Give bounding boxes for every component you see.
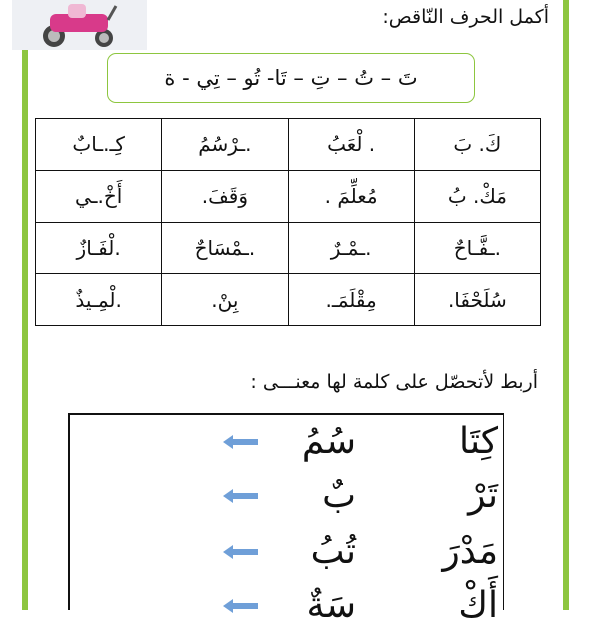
table-cell: .لْفَـازٌ (36, 222, 162, 274)
fill-missing-letter-heading: أكمل الحرف النّاقص: (382, 6, 549, 28)
word-part-middle: سُمُ (301, 421, 356, 462)
word-part-right: مَدْرَ (442, 531, 498, 572)
table-cell: مِقْلَمَـ. (288, 274, 414, 326)
word-part-middle: بٌ (322, 475, 356, 516)
table-cell: وَقَفَ. (162, 170, 288, 222)
table-row (36, 222, 541, 274)
matching-row (68, 579, 504, 633)
table-cell: .ـمْـرٌ (288, 222, 414, 274)
table-cell: سُلَحْفَا. (414, 274, 540, 326)
table-cell: أَخْ.ـي (36, 170, 162, 222)
matching-row (68, 469, 504, 523)
arrow-left-icon (223, 435, 258, 449)
table-row (36, 119, 541, 171)
letters-list: تَ – تُ – تِ – تَا- تُو – تِي - ة (164, 66, 418, 90)
word-part-middle: سَةٌ (306, 585, 356, 626)
table-cell: .ـمْسَاحٌ (162, 222, 288, 274)
matching-exercise-box (68, 413, 504, 626)
fill-in-table (35, 118, 541, 326)
table-cell: كَ. بَ (414, 119, 540, 171)
word-part-right: كِتَا (459, 421, 498, 462)
word-part-right: تَرْ (468, 475, 498, 516)
table-cell: . لْعَبُ (288, 119, 414, 171)
word-part-middle: تُبُ (310, 531, 356, 572)
table-cell: مُعلِّمَ . (288, 170, 414, 222)
arrow-left-icon (223, 489, 258, 503)
table-cell: .ـفَّـاحٌ (414, 222, 540, 274)
arrow-left-icon (223, 545, 258, 559)
table-row (36, 274, 541, 326)
table-cell: مَكْ. بُ (414, 170, 540, 222)
table-row (36, 170, 541, 222)
table-cell: كِـ.ـابٌ (36, 119, 162, 171)
page-border-left (22, 0, 28, 610)
tricycle-illustration (12, 0, 147, 50)
page-border-right (563, 0, 569, 610)
table-cell: .ـرْسُمُ (162, 119, 288, 171)
letters-reference-box (107, 53, 475, 103)
matching-row (68, 525, 504, 579)
matching-row (68, 415, 504, 469)
arrow-left-icon (223, 599, 258, 613)
word-part-right: أَكْ (458, 585, 498, 626)
table-cell: .لْمِـيذٌ (36, 274, 162, 326)
matching-heading: أربط لأتحصّل على كلمة لها معنـــى : (250, 371, 538, 393)
table-cell: بِنْ. (162, 274, 288, 326)
